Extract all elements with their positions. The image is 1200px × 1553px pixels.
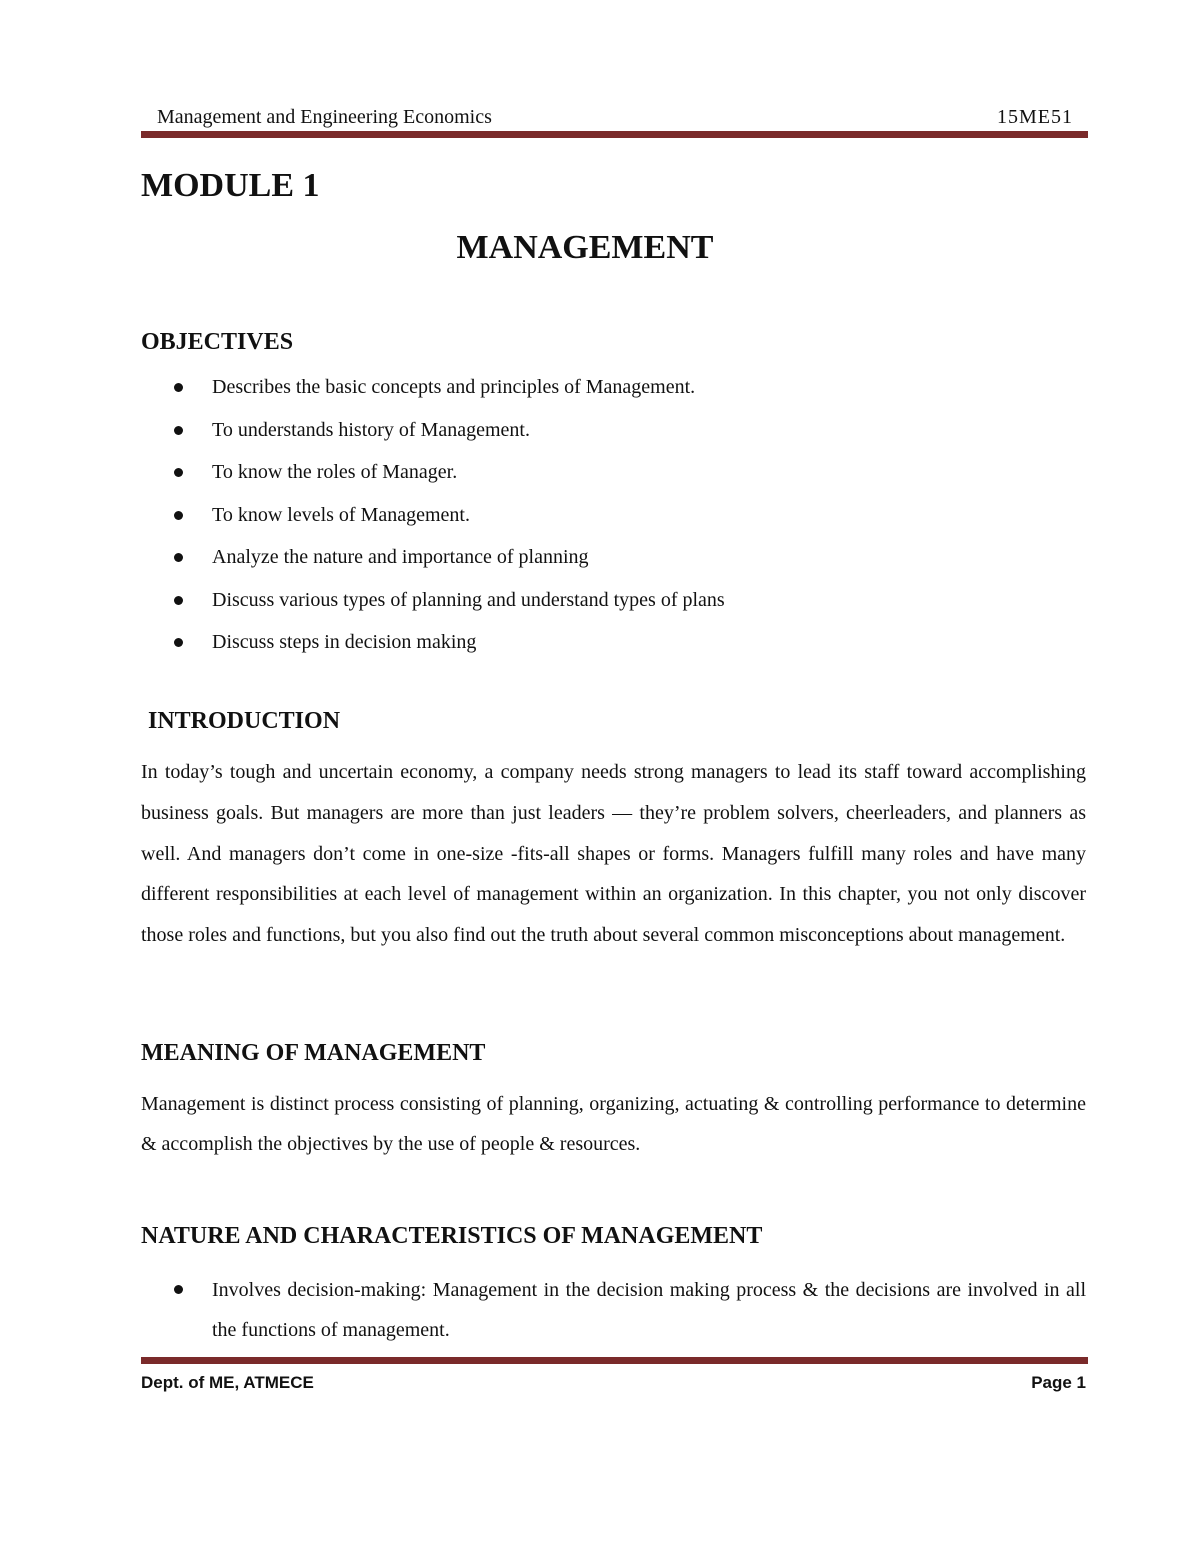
list-item: Describes the basic concepts and principles of Management. xyxy=(172,374,725,417)
bullet-icon xyxy=(174,426,183,435)
introduction-heading: INTRODUCTION xyxy=(148,708,341,734)
course-code: 15ME51 xyxy=(997,106,1073,128)
page-title: MANAGEMENT xyxy=(456,229,714,266)
bullet-icon xyxy=(174,468,183,477)
nature-heading: NATURE AND CHARACTERISTICS OF MANAGEMENT xyxy=(141,1223,763,1249)
introduction-paragraph: In today’s tough and uncertain economy, a company needs strong managers to lead its staff toward accomplishing business goals. But managers are more than just leaders — they’re problem solvers, cheerleaders, and planners as well. And managers don’t come in one-size -fits-all shapes or forms. Managers fulfill many roles and have many different responsibilities at each level of management within an organization. In this chapter, you not only discover those roles and functions, but you also find out the truth about several common misconceptions about management. xyxy=(141,761,1086,947)
header-rule xyxy=(141,131,1088,138)
page-footer xyxy=(141,1370,1086,1396)
footer-rule xyxy=(141,1357,1088,1364)
meaning-heading: MEANING OF MANAGEMENT xyxy=(141,1040,486,1066)
objectives-heading: OBJECTIVES xyxy=(141,329,294,355)
module-title: MODULE 1 xyxy=(141,167,320,204)
course-title: Management and Engineering Economics xyxy=(157,106,492,128)
bullet-icon xyxy=(174,511,183,520)
department-label: Dept. of ME, ATMECE xyxy=(141,1373,314,1392)
bullet-icon xyxy=(174,638,183,647)
list-item: Involves decision-making: Management in the decision making process & the decisions are involved in all the functions of management. xyxy=(172,1270,1086,1350)
meaning-paragraph: Management is distinct process consisting of planning, organizing, actuating & controlling performance to determine & accomplish the objectives by the use of people & resources. xyxy=(141,1093,1086,1155)
page-number: Page 1 xyxy=(1031,1373,1086,1392)
list-item: To know the roles of Manager. xyxy=(172,459,725,502)
list-item: Discuss steps in decision making xyxy=(172,629,725,672)
running-header xyxy=(157,104,1073,130)
list-item: To understands history of Management. xyxy=(172,417,725,460)
list-item: Analyze the nature and importance of planning xyxy=(172,544,725,587)
list-item: Discuss various types of planning and understand types of plans xyxy=(172,587,725,630)
bullet-icon xyxy=(174,596,183,605)
bullet-icon xyxy=(174,383,183,392)
bullet-icon xyxy=(174,553,183,562)
list-item: To know levels of Management. xyxy=(172,502,725,545)
bullet-icon xyxy=(174,1285,183,1294)
objectives-list xyxy=(172,374,725,672)
